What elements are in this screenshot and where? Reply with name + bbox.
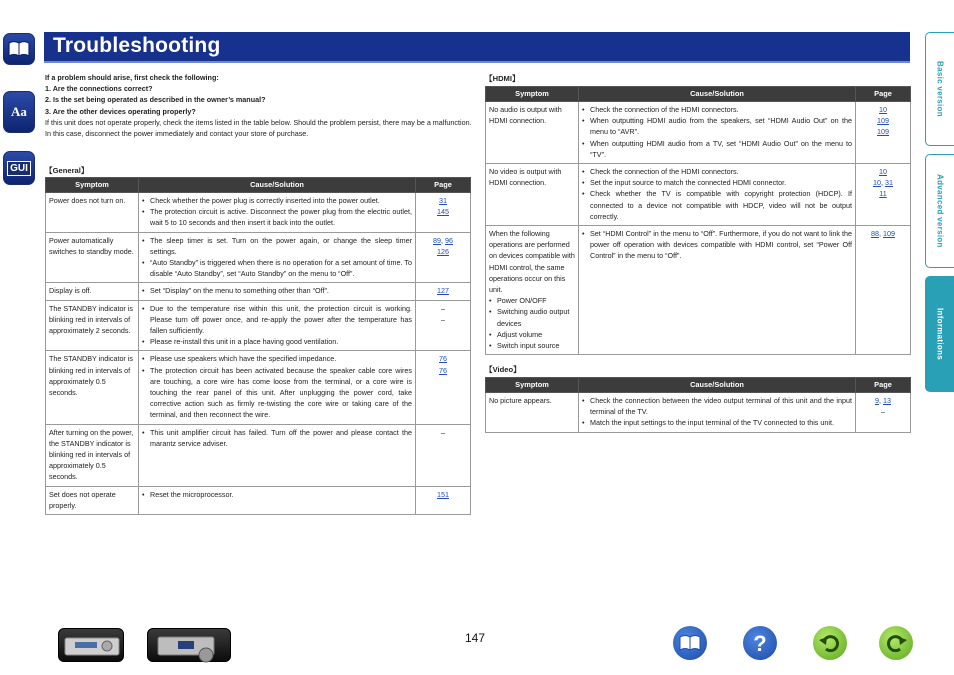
cause-item: • “Auto Standby” is triggered when there is no operation for a set amount of time. To disable “Auto Standby”, set “Auto Standby” on the menu to “Off”.	[142, 258, 412, 279]
cause-text: Check the connection of the HDMI connectors.	[590, 105, 739, 114]
cause-cell	[139, 300, 416, 351]
page-ref-line: 88, 109	[871, 229, 895, 239]
symptom-header: Symptom	[46, 178, 139, 193]
cause-item: • Set “Display” on the menu to something other than “Off”.	[142, 285, 412, 296]
symptom-header: Symptom	[486, 87, 579, 102]
receiver-front-button[interactable]	[58, 628, 124, 662]
cause-item: • Check the connection between the video output terminal of this unit and the input terminal of the TV.	[582, 396, 852, 417]
page-ref-line	[419, 314, 467, 325]
cause-text: Please re-install this unit in a place having good ventilation.	[150, 337, 339, 347]
page-cell	[416, 283, 471, 300]
page-cell	[416, 424, 471, 486]
symptom-text: After turning on the power, the STANDBY indicator is blinking red in intervals of approximately 0.5 seconds.	[49, 427, 134, 482]
receiver-rear-icon	[148, 629, 232, 663]
cause-cell	[139, 351, 416, 424]
cause-item: • Check the connection of the HDMI connectors.	[582, 104, 852, 115]
cause-text: “Auto Standby” is triggered when there is no operation for a set amount of time. To disable “Auto Standby”, set “Auto Standby” on the menu to “Off”.	[150, 258, 412, 279]
symptom-cell	[486, 164, 579, 226]
book-icon[interactable]	[3, 33, 35, 65]
cause-cell	[139, 283, 416, 300]
page-ref-line	[859, 115, 907, 126]
page-ref-line	[859, 406, 907, 417]
cause-item: • Set “HDMI Control” in the menu to “Off”. Furthermore, if you do not want to link the power off operation with devices compatible with HDMI control, set “Power Off Control” in the menu to “Off”.	[582, 229, 852, 261]
page-link[interactable]: 9	[875, 396, 879, 405]
back-button[interactable]	[813, 626, 847, 660]
page-ref-line	[419, 427, 467, 438]
page-link[interactable]: 10	[879, 105, 887, 114]
cause-text: Please use speakers which have the specified impedance.	[150, 354, 337, 364]
page-link[interactable]: 109	[883, 229, 895, 239]
receiver-rear-button[interactable]	[147, 628, 231, 662]
symptom-text: When the following operations are performed on devices compatible with HDMI control, the same operations occur on this unit.	[489, 229, 575, 295]
cause-text: Reset the microprocessor.	[150, 489, 234, 499]
page-cell	[416, 486, 471, 514]
book-button[interactable]	[673, 626, 707, 660]
cause-text: The sleep timer is set. Turn on the power again, or change the sleep timer settings.	[150, 235, 412, 256]
page-link[interactable]: 76	[439, 365, 447, 375]
table-row	[46, 486, 471, 514]
tab-basic-version[interactable]: Basic version	[925, 32, 954, 146]
page-ref-line: 89, 96	[433, 235, 453, 245]
page-link[interactable]: 76	[439, 354, 447, 364]
gui-icon[interactable]: GUI	[3, 151, 35, 185]
symptom-text: No video is output with HDMI connection.	[489, 167, 562, 188]
page-link[interactable]: 31	[885, 178, 893, 188]
tab-advanced-version[interactable]: Advanced version	[925, 154, 954, 268]
hdmi-table	[485, 86, 911, 355]
symptom-item-text: Adjust volume	[497, 329, 543, 339]
cause-cell	[139, 232, 416, 283]
cause-item: • This unit amplifier circuit has failed. Turn off the power and please contact the marantz service adviser.	[142, 427, 412, 448]
page-dash: –	[881, 407, 885, 417]
cause-item: • When outputting HDMI audio from the speakers, set “HDMI Audio Out” on the menu to “AVR”.	[582, 116, 852, 137]
symptom-item-text: Power ON/OFF	[497, 296, 547, 306]
table-row	[46, 351, 471, 424]
cause-item: • Due to the temperature rise within this unit, the protection circuit is working. Please turn off power once, and re-apply the power after the temperature has fallen sufficiently.	[142, 303, 412, 336]
back-icon	[813, 626, 847, 660]
cause-cell	[139, 193, 416, 233]
page-dash: –	[441, 314, 445, 324]
video-heading: 【Video】	[485, 365, 521, 374]
page-cell	[416, 232, 471, 283]
page-cell	[856, 226, 911, 355]
symptom-cell	[486, 102, 579, 164]
symptom-cell	[486, 226, 579, 355]
page-cell	[856, 102, 911, 164]
hdmi-heading: 【HDMI】	[485, 74, 520, 83]
page-ref-line	[859, 166, 907, 177]
page-link[interactable]: 127	[437, 286, 449, 296]
page-link[interactable]: 31	[439, 196, 447, 205]
symptom-cell	[46, 300, 139, 351]
table-row	[46, 424, 471, 486]
cause-cell	[579, 102, 856, 164]
symptom-cell	[46, 283, 139, 300]
cause-text: Due to the temperature rise within this unit, the protection circuit is working. Please turn off power once, and re-apply the power after the temperature has fallen sufficiently.	[150, 303, 412, 336]
symptom-text: Set does not operate properly.	[49, 489, 116, 510]
table-row	[486, 226, 911, 355]
symptom-cell	[46, 351, 139, 424]
symptom-text: Power does not turn on.	[49, 196, 126, 205]
symptom-text: Power automatically switches to standby mode.	[49, 235, 134, 256]
page-link[interactable]: 96	[445, 235, 453, 245]
table-row	[46, 300, 471, 351]
cause-text: This unit amplifier circuit has failed. Turn off the power and please contact the marantz service adviser.	[150, 427, 412, 448]
symptom-cell	[46, 232, 139, 283]
page-link[interactable]: 109	[877, 127, 889, 137]
page-ref-line: 9, 13	[875, 396, 891, 405]
cause-text: When outputting HDMI audio from a TV, set “HDMI Audio Out” on the menu to “TV”.	[590, 138, 852, 159]
page-link[interactable]: 126	[437, 246, 449, 256]
symptom-list-item: • Switch input source	[489, 340, 575, 351]
cause-item: • Please use speakers which have the specified impedance.	[142, 353, 412, 364]
page-header: Page	[856, 378, 911, 393]
page-dash: –	[441, 303, 445, 313]
tab-informations[interactable]: Informations	[925, 276, 954, 392]
page-link[interactable]: 13	[883, 396, 891, 405]
svg-text:?: ?	[753, 631, 767, 656]
help-button[interactable]	[743, 626, 777, 660]
cause-text: Match the input settings to the input terminal of the TV connected to this unit.	[590, 418, 834, 428]
page-link[interactable]: 151	[437, 489, 449, 499]
symptom-list-item: • Adjust volume	[489, 329, 575, 340]
page-ref-line	[419, 353, 467, 364]
receiver-front-icon	[59, 629, 125, 663]
page-ref-line	[859, 126, 907, 137]
symptom-text: No picture appears.	[489, 396, 552, 405]
symptom-list-item: • Switching audio output devices	[489, 306, 575, 328]
cause-item: • Set the input source to match the connected HDMI connector.	[582, 177, 852, 188]
page-header: Page	[416, 178, 471, 193]
page-header: Page	[856, 87, 911, 102]
cause-item: • When outputting HDMI audio from a TV, set “HDMI Audio Out” on the menu to “TV”.	[582, 138, 852, 159]
general-heading: 【General】	[45, 166, 89, 175]
page-link[interactable]: 145	[437, 207, 449, 217]
page-link[interactable]: 10	[873, 178, 881, 188]
cause-item: • The protection circuit has been activated because the speaker cable core wires are touching, a core wire has come loose from the terminal, or a core wire is touching the rear panel of this unit. After unplugging the power cord, take corrective action such as firmly re-twisting the core wire or taking care of the terminal, and then reconnect the wire.	[142, 365, 412, 420]
page-ref-line	[419, 303, 467, 314]
page-ref-line	[419, 365, 467, 376]
cause-item: • Reset the microprocessor.	[142, 489, 412, 500]
symptom-item-text: Switching audio output devices	[497, 307, 570, 328]
symptom-list-item: • Power ON/OFF	[489, 295, 575, 306]
page-ref-line	[859, 188, 907, 199]
table-row	[486, 164, 911, 226]
page-cell	[416, 193, 471, 233]
page-ref-line	[419, 489, 467, 500]
cause-header: Cause/Solution	[579, 87, 856, 102]
page-link[interactable]: 89	[433, 235, 441, 245]
cause-cell	[139, 486, 416, 514]
cause-cell	[579, 393, 856, 433]
cause-item: • Check the connection of the HDMI connectors.	[582, 166, 852, 177]
symptom-text: Display is off.	[49, 286, 92, 296]
cause-text: Check the connection between the video output terminal of this unit and the input terminal of the TV.	[590, 396, 852, 417]
intro-text: If a problem should arise, first check the following: 1. Are the connections correct? 2. Is the set being operated as described in the owner’s manual? 3. Are the other devices operating properly? If this unit does not operate properly, check the items listed in the table below. Should the problem persist, there may be a malfunction. In this case, disconnect the power immediately and contact your store of purchase.	[45, 73, 472, 139]
cause-item: • Match the input settings to the input terminal of the TV connected to this unit.	[582, 417, 852, 428]
cause-text: Set the input source to match the connected HDMI connector.	[590, 178, 787, 188]
symptom-cell	[486, 393, 579, 433]
table-row	[486, 102, 911, 164]
book-icon	[673, 626, 707, 660]
table-row	[46, 283, 471, 300]
page-link[interactable]: 11	[879, 189, 887, 199]
page-ref-line	[419, 195, 467, 206]
cause-cell	[579, 226, 856, 355]
page-cell	[416, 351, 471, 424]
page-ref-line	[419, 246, 467, 257]
forward-icon	[879, 626, 913, 660]
page-number: 147	[465, 631, 486, 645]
page-title: Troubleshooting	[53, 34, 221, 57]
page-ref-line	[419, 206, 467, 217]
symptom-item-text: Switch input source	[497, 341, 560, 351]
symptom-text: The STANDBY indicator is blinking red in intervals of approximately 2 seconds.	[49, 303, 134, 336]
cause-text: Set “Display” on the menu to something other than “Off”.	[150, 286, 329, 296]
page-cell	[416, 300, 471, 351]
symptom-cell	[46, 193, 139, 233]
video-table	[485, 377, 911, 433]
general-table	[45, 177, 471, 515]
symptom-text: No audio is output with HDMI connection.	[489, 105, 562, 126]
page-link[interactable]: 10	[879, 167, 887, 177]
page-link[interactable]: 109	[877, 116, 889, 126]
symptom-header: Symptom	[486, 378, 579, 393]
page-link[interactable]: 88	[871, 229, 879, 239]
cause-header: Cause/Solution	[579, 378, 856, 393]
cause-text: Check whether the TV is compatible with copyright protection (HDCP). If connected to a device not compatible with HDCP, video will not be output correctly.	[590, 189, 852, 221]
cause-header: Cause/Solution	[139, 178, 416, 193]
page-cell	[856, 393, 911, 433]
help-icon	[743, 626, 777, 660]
cause-text: When outputting HDMI audio from the speakers, set “HDMI Audio Out” on the menu to “AVR”.	[590, 116, 852, 137]
cause-item: • Check whether the power plug is correctly inserted into the power outlet.	[142, 195, 412, 206]
cause-text: Check the connection of the HDMI connectors.	[590, 167, 739, 177]
cause-item: • The sleep timer is set. Turn on the power again, or change the sleep timer settings.	[142, 235, 412, 256]
page-ref-line: 10, 31	[873, 178, 893, 188]
page-header	[44, 32, 910, 63]
symptom-cell	[46, 424, 139, 486]
table-row	[486, 393, 911, 433]
page-dash: –	[441, 427, 445, 437]
cause-item: • The protection circuit is active. Disconnect the power plug from the electric outlet, wait 5 to 10 seconds and then insert it back into the outlet.	[142, 207, 412, 228]
forward-button[interactable]	[879, 626, 913, 660]
cause-item: • Check whether the TV is compatible with copyright protection (HDCP). If connected to a device not compatible with HDCP, video will not be output correctly.	[582, 189, 852, 221]
page-ref-line	[859, 104, 907, 115]
cause-item: • Please re-install this unit in a place having good ventilation.	[142, 336, 412, 347]
page-cell	[856, 164, 911, 226]
cause-text: The protection circuit is active. Disconnect the power plug from the electric outlet, wait 5 to 10 seconds and then insert it back into the outlet.	[150, 207, 412, 228]
cause-cell	[579, 164, 856, 226]
cause-text: Check whether the power plug is correctly inserted into the power outlet.	[150, 196, 380, 205]
symptom-cell	[46, 486, 139, 514]
page-ref-line	[419, 285, 467, 296]
table-row	[46, 232, 471, 283]
cause-text: The protection circuit has been activated because the speaker cable core wires are touching, a core wire has come loose from the terminal, or a core wire is touching the rear panel of this unit. After unplugging the power cord, take corrective action such as firmly re-twisting the core wire or taking care of the terminal, and then reconnect the wire.	[150, 365, 412, 420]
aa-text-icon[interactable]: Aa	[3, 91, 35, 133]
cause-text: Set “HDMI Control” in the menu to “Off”. Furthermore, if you do not want to link the power off operation with devices compatible with HDMI control, set “Power Off Control” in the menu to “Off”.	[590, 229, 852, 261]
symptom-text: The STANDBY indicator is blinking red in intervals of approximately 0.5 seconds.	[49, 354, 134, 398]
cause-cell	[139, 424, 416, 486]
table-row	[46, 193, 471, 233]
